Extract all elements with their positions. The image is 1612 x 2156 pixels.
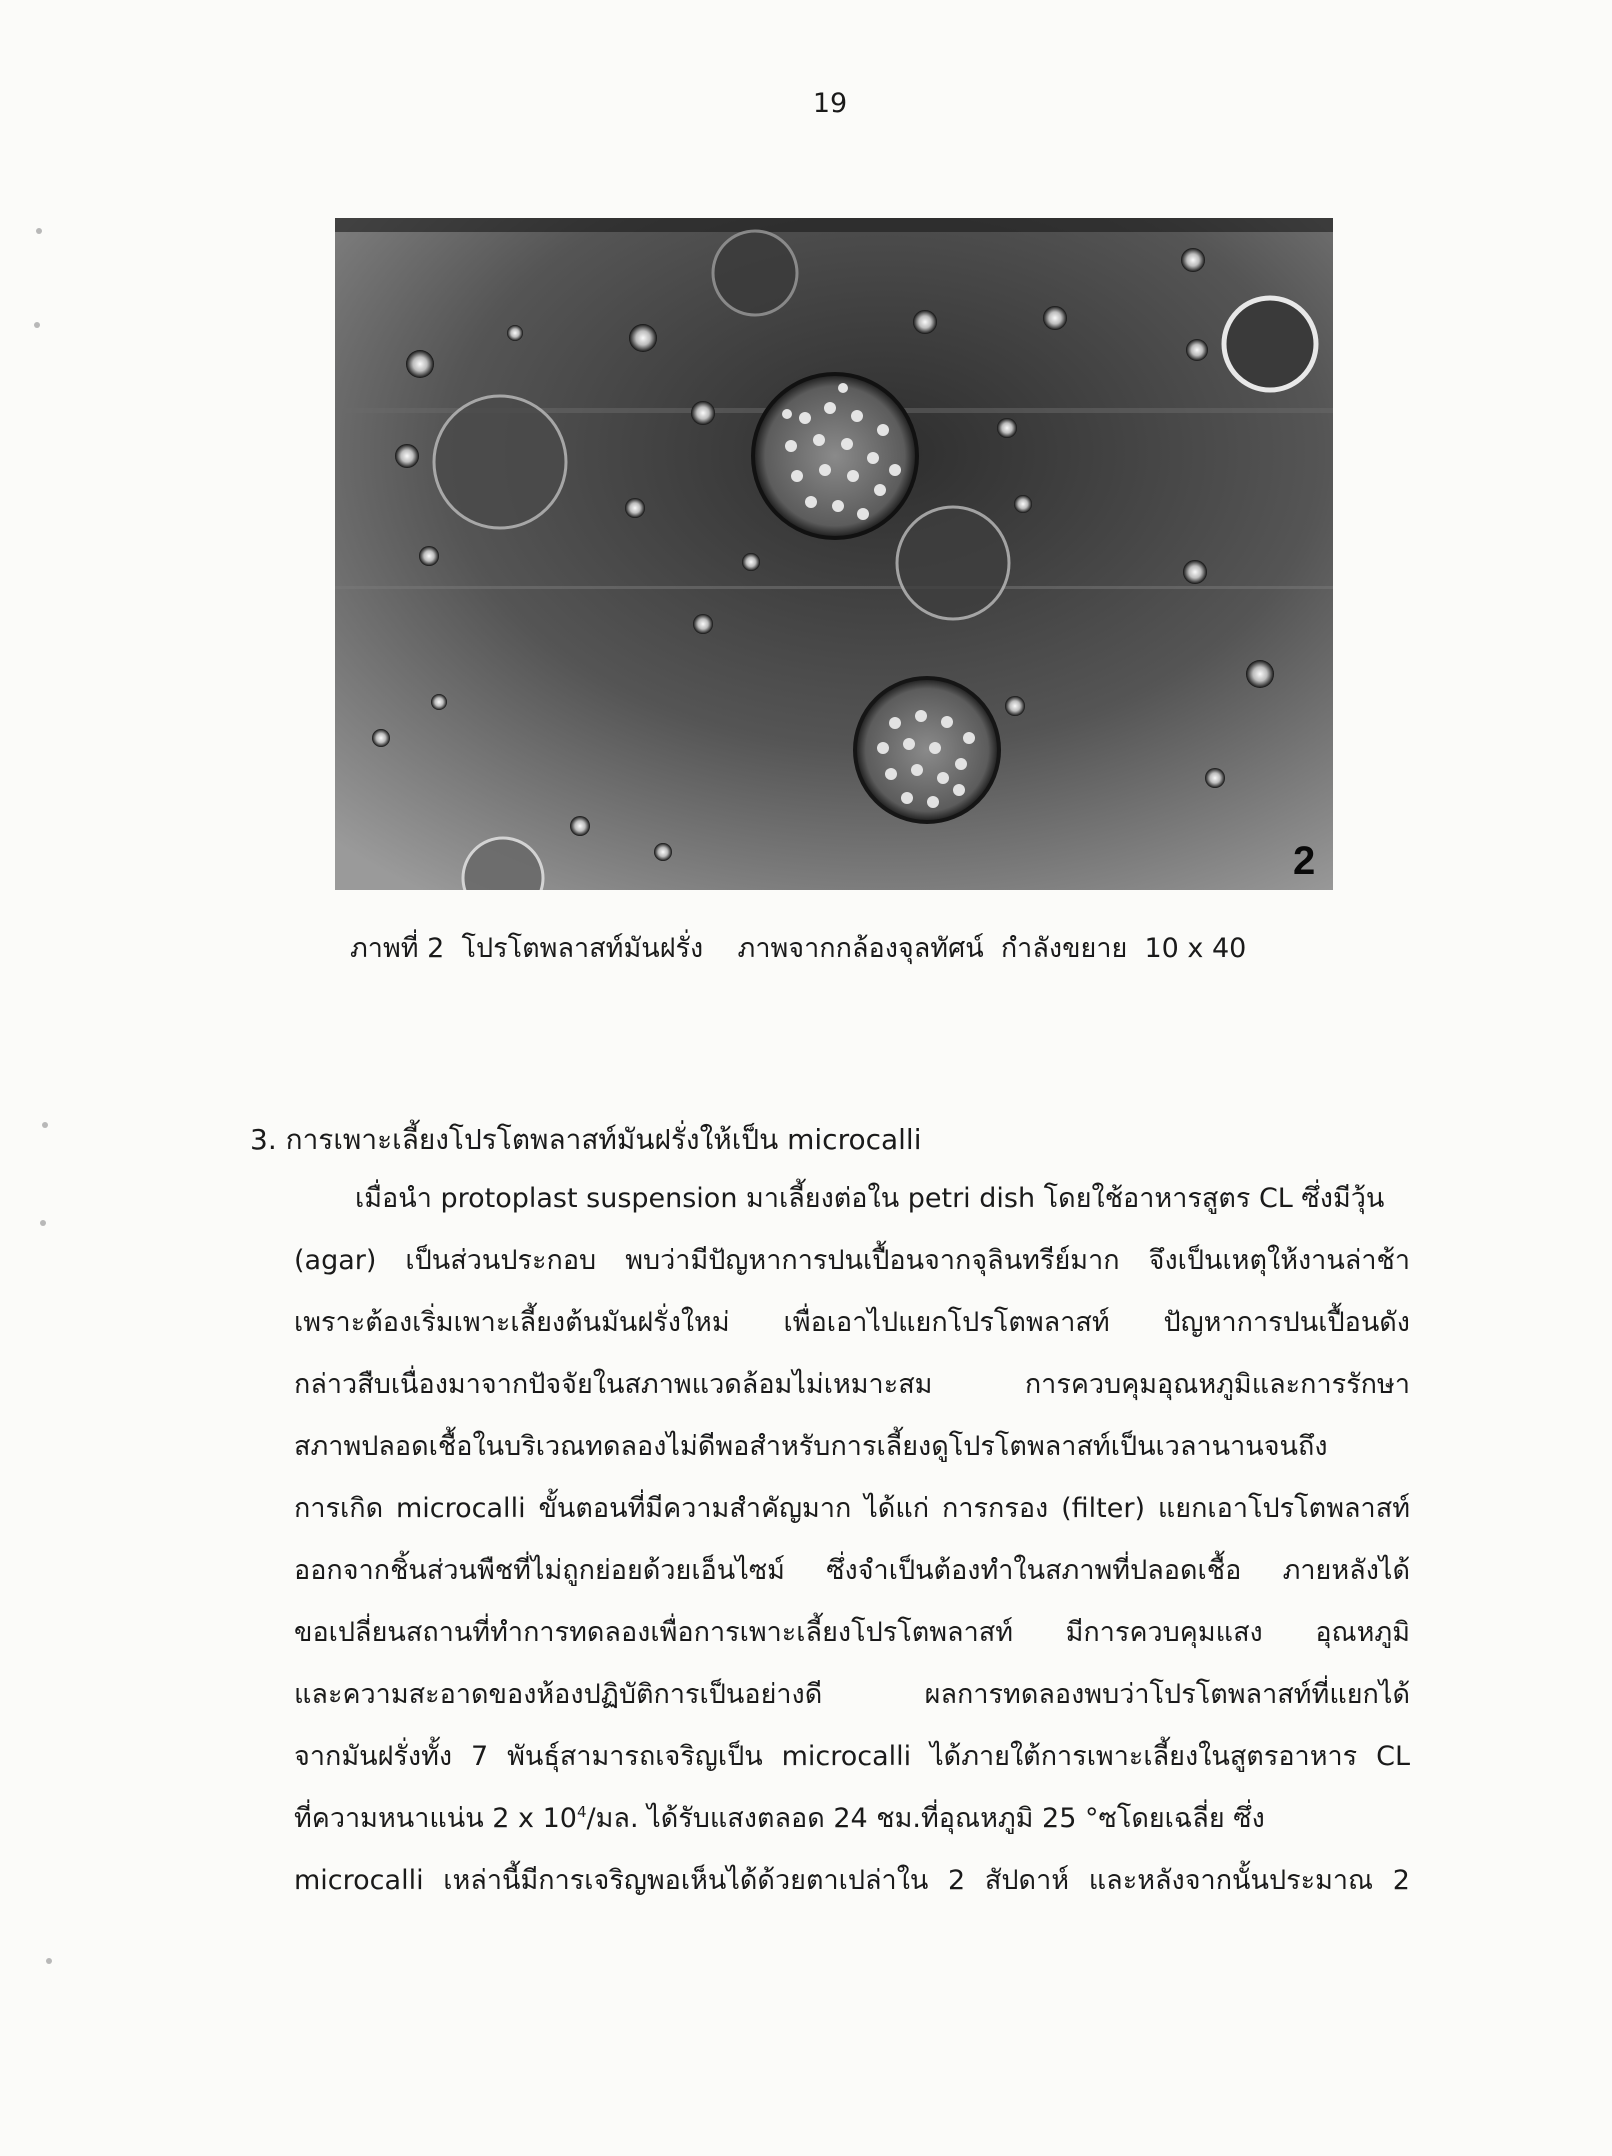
paragraph-line: ออกจากชิ้นส่วนพืชที่ไม่ถูกย่อยด้วยเอ็นไซม์ ซึ่งจำเป็นต้องทำในสภาพที่ปลอดเชื้อ ภายหลังได้ (294, 1555, 1410, 1586)
scan-speck (40, 1220, 46, 1226)
protoplast-cell-lower (855, 678, 999, 822)
paragraph-line: (agar) เป็นส่วนประกอบ พบว่ามีปัญหาการปนเปื้อนจากจุลินทรีย์มาก จึงเป็นเหตุให้งานล่าช้า (294, 1245, 1410, 1276)
body-paragraph (355, 1168, 1408, 1230)
density-text-rest: /มล. ได้รับแสงตลอด 24 ชม.ที่อุณหภูมิ 25 °ซโดยเฉลี่ย ซึ่ง (586, 1803, 1265, 1834)
page-number: 19 (812, 88, 848, 119)
body-paragraph-continued (294, 1230, 1410, 1912)
paragraph-line: เมื่อนำ protoplast suspension มาเลี้ยงต่อใน petri dish โดยใช้อาหารสูตร CL ซึ่งมีวุ้น (355, 1183, 1385, 1214)
panel-label: 2 (1293, 839, 1316, 883)
section-heading: 3. การเพาะเลี้ยงโปรโตพลาสท์มันฝรั่งให้เป็น microcalli (250, 1123, 922, 1156)
density-text: ที่ความหนาแน่น 2 x 10 (294, 1803, 577, 1834)
paragraph-line: สภาพปลอดเชื้อในบริเวณทดลองไม่ดีพอสำหรับการเลี้ยงดูโปรโตพลาสท์เป็นเวลานานจนถึง (294, 1431, 1328, 1462)
paragraph-line: และความสะอาดของห้องปฏิบัติการเป็นอย่างดี ผลการทดลองพบว่าโปรโตพลาสท์ที่แยกได้ (294, 1679, 1410, 1710)
paragraph-line: microcalli เหล่านี้มีการเจริญพอเห็นได้ด้วยตาเปล่าใน 2 สัปดาห์ และหลังจากนั้นประมาณ 2 (294, 1865, 1410, 1896)
density-exponent: 4 (576, 1803, 587, 1821)
paragraph-line: ขอเปลี่ยนสถานที่ทำการทดลองเพื่อการเพาะเลี้ยงโปรโตพลาสท์ มีการควบคุมแสง อุณหภูมิ (294, 1617, 1410, 1648)
scan-speck (36, 228, 42, 234)
paragraph-line: กล่าวสืบเนื่องมาจากปัจจัยในสภาพแวดล้อมไม่เหมาะสม การควบคุมอุณหภูมิและการรักษา (294, 1369, 1410, 1400)
paragraph-line-density (294, 1788, 1410, 1850)
paragraph-line: จากมันฝรั่งทั้ง 7 พันธุ์สามารถเจริญเป็น microcalli ได้ภายใต้การเพาะเลี้ยงในสูตรอาหาร CL (294, 1741, 1410, 1772)
scan-speck (46, 1958, 52, 1964)
protoplast-micrograph (335, 218, 1333, 890)
scan-speck (34, 322, 40, 328)
protoplast-cell-large (753, 374, 917, 538)
paragraph-line: เพราะต้องเริ่มเพาะเลี้ยงต้นมันฝรั่งใหม่ เพื่อเอาไปแยกโปรโตพลาสท์ ปัญหาการปนเปื้อนดัง (294, 1307, 1410, 1338)
figure-caption: ภาพที่ 2 โปรโตพลาสท์มันฝรั่ง ภาพจากกล้องจุลทัศน์ กำลังขยาย 10 x 40 (350, 933, 1247, 964)
paragraph-line: การเกิด microcalli ขั้นตอนที่มีความสำคัญมาก ได้แก่ การกรอง (filter) แยกเอาโปรโตพลาสท์ (294, 1493, 1410, 1524)
scan-speck (42, 1122, 48, 1128)
